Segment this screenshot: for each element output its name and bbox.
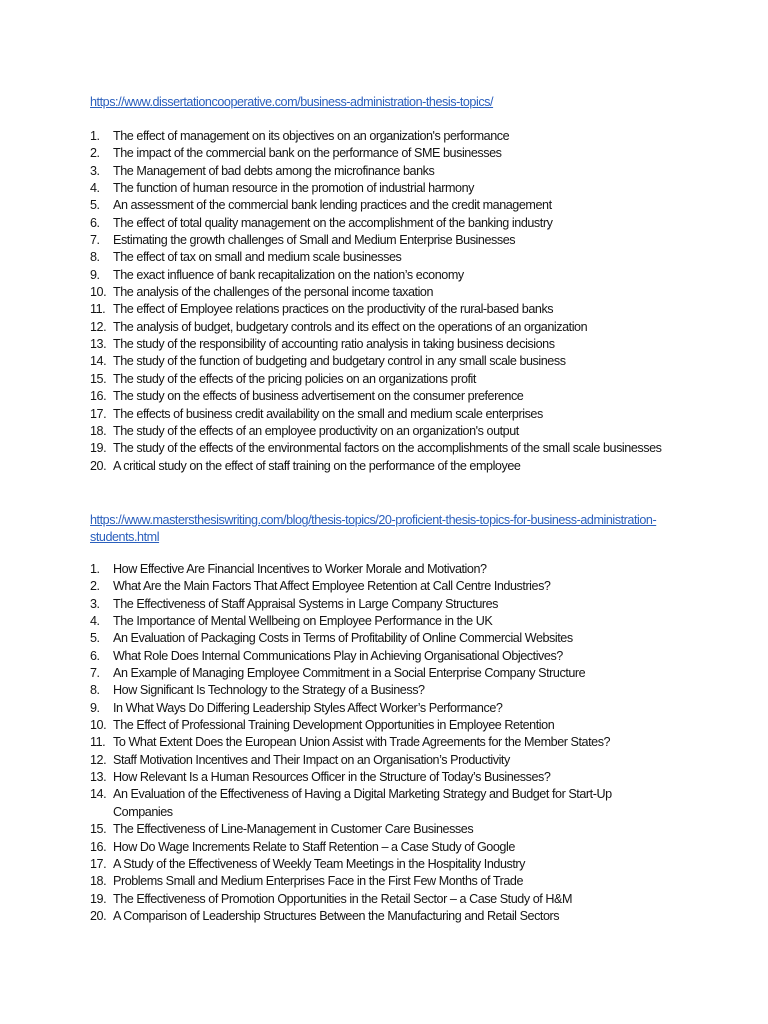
- list-item-text: An assessment of the commercial bank lending practices and the credit management: [113, 198, 552, 213]
- list-item-number: 3.: [90, 163, 100, 178]
- list-item-number: 17.: [90, 856, 107, 871]
- list-item-number: 14.: [90, 354, 107, 369]
- list-item-number: 12.: [90, 319, 107, 334]
- list-item-number: 10.: [90, 285, 107, 300]
- list-item-number: 5.: [90, 631, 100, 646]
- list-item-text: The Management of bad debts among the microfinance banks: [113, 163, 435, 178]
- list-item-number: 18.: [90, 423, 107, 438]
- list-item-text: The analysis of budget, budgetary controls and its effect on the operations of an organization: [113, 319, 588, 334]
- topic-list: [90, 128, 680, 475]
- list-item-text: The function of human resource in the promotion of industrial harmony: [113, 181, 474, 196]
- list-item-number: 12.: [90, 752, 107, 767]
- list-item: [90, 613, 680, 630]
- list-item-text: The study of the effects of the pricing policies on an organizations profit: [113, 371, 476, 386]
- list-item: [90, 700, 680, 717]
- list-item: [90, 873, 680, 890]
- list-item: [90, 821, 680, 838]
- list-item: [90, 423, 680, 440]
- list-item-text: The Importance of Mental Wellbeing on Employee Performance in the UK: [113, 614, 493, 629]
- list-item: [90, 232, 680, 249]
- list-item-number: 19.: [90, 891, 107, 906]
- list-item-text: The effects of business credit availability on the small and medium scale enterprises: [113, 406, 543, 421]
- list-item: [90, 891, 680, 908]
- list-item-text: The Effect of Professional Training Development Opportunities in Employee Retention: [113, 718, 555, 733]
- list-item-number: 11.: [90, 302, 106, 317]
- list-item: [90, 128, 680, 145]
- list-item: [90, 682, 680, 699]
- list-item-text: The study of the effects of an employee productivity on an organization's output: [113, 423, 519, 438]
- list-item-number: 1.: [90, 562, 100, 576]
- list-item-number: 7.: [90, 233, 100, 248]
- list-item-number: 8.: [90, 250, 100, 265]
- source-link[interactable]: https://www.dissertationcooperative.com/business-administration-thesis-topics/: [90, 95, 494, 109]
- list-item: [90, 717, 680, 734]
- list-item: [90, 249, 680, 266]
- list-item-number: 2.: [90, 146, 100, 161]
- list-item-text: The study on the effects of business advertisement on the consumer preference: [113, 389, 524, 404]
- list-item-number: 4.: [90, 181, 100, 196]
- list-item-text: How Do Wage Increments Relate to Staff Retention – a Case Study of Google: [113, 839, 515, 854]
- list-item-number: 16.: [90, 389, 107, 404]
- list-item-number: 19.: [90, 441, 107, 456]
- list-item-number: 9.: [90, 267, 100, 282]
- list-item-number: 20.: [90, 458, 107, 473]
- list-item-text: The Effectiveness of Promotion Opportunities in the Retail Sector – a Case Study of H&M: [113, 891, 573, 906]
- list-item-text: The effect of management on its objectives on an organization's performance: [113, 129, 510, 143]
- list-item-text: How Effective Are Financial Incentives to Worker Morale and Motivation?: [113, 562, 487, 576]
- topic-section-mastersthesiswriting: [90, 512, 680, 925]
- list-item-text: An Evaluation of the Effectiveness of Having a Digital Marketing Strategy and Budget for Start-Up Companies: [113, 787, 612, 819]
- list-item: [90, 734, 680, 751]
- list-item: [90, 319, 680, 336]
- list-item-text: How Significant Is Technology to the Strategy of a Business?: [113, 683, 425, 698]
- list-item: [90, 665, 680, 682]
- list-item: [90, 284, 680, 301]
- list-item-number: 17.: [90, 406, 107, 421]
- list-item-number: 7.: [90, 666, 100, 681]
- source-link[interactable]: https://www.mastersthesiswriting.com/blog/thesis-topics/20-proficient-thesis-topics-for-business-administration-students.html: [90, 513, 657, 544]
- topic-list: [90, 561, 680, 925]
- list-item-text: The study of the responsibility of accounting ratio analysis in taking business decisions: [113, 337, 555, 352]
- list-item-text: A critical study on the effect of staff training on the performance of the employee: [113, 458, 521, 473]
- list-item-number: 8.: [90, 683, 100, 698]
- list-item: [90, 908, 680, 925]
- list-item-number: 16.: [90, 839, 107, 854]
- list-item: [90, 180, 680, 197]
- list-item-text: To What Extent Does the European Union Assist with Trade Agreements for the Member States?: [113, 735, 611, 750]
- list-item: [90, 336, 680, 353]
- list-item-text: The study of the function of budgeting and budgetary control in any small scale business: [113, 354, 566, 369]
- list-item-text: An Example of Managing Employee Commitment in a Social Enterprise Company Structure: [113, 666, 586, 681]
- list-item-number: 18.: [90, 874, 107, 889]
- list-item: [90, 578, 680, 595]
- list-item-number: 11.: [90, 735, 106, 750]
- list-item: [90, 388, 680, 405]
- list-item-text: A Comparison of Leadership Structures Between the Manufacturing and Retail Sectors: [113, 908, 560, 923]
- list-item: [90, 596, 680, 613]
- list-item: [90, 163, 680, 180]
- list-item-text: In What Ways Do Differing Leadership Styles Affect Worker’s Performance?: [113, 700, 503, 715]
- list-item-text: An Evaluation of Packaging Costs in Terms of Profitability of Online Commercial Websites: [113, 631, 573, 646]
- list-item-text: The effect of total quality management on the accomplishment of the banking industry: [113, 215, 553, 230]
- list-item-text: The Effectiveness of Line-Management in Customer Care Businesses: [113, 822, 474, 837]
- list-item-number: 1.: [90, 129, 100, 143]
- list-item-number: 6.: [90, 215, 100, 230]
- list-item-number: 20.: [90, 908, 107, 923]
- list-item: [90, 839, 680, 856]
- list-item-number: 5.: [90, 198, 100, 213]
- list-item: [90, 371, 680, 388]
- list-item-number: 3.: [90, 596, 100, 611]
- list-item-text: The exact influence of bank recapitalization on the nation’s economy: [113, 267, 464, 282]
- list-item-text: Estimating the growth challenges of Small and Medium Enterprise Businesses: [113, 233, 516, 248]
- list-item-number: 9.: [90, 700, 100, 715]
- list-item-number: 10.: [90, 718, 107, 733]
- list-item-text: The study of the effects of the environmental factors on the accomplishments of the small scale businesses: [113, 441, 662, 456]
- list-item: [90, 648, 680, 665]
- list-item-text: The effect of Employee relations practices on the productivity of the rural-based banks: [113, 302, 554, 317]
- list-item: [90, 561, 680, 578]
- list-item: [90, 197, 680, 214]
- list-item-text: A Study of the Effectiveness of Weekly Team Meetings in the Hospitality Industry: [113, 856, 526, 871]
- list-item: [90, 267, 680, 284]
- list-item: [90, 406, 680, 423]
- list-item: [90, 630, 680, 647]
- list-item: [90, 440, 680, 457]
- list-item-number: 15.: [90, 822, 107, 837]
- list-item: [90, 458, 680, 475]
- list-item: [90, 752, 680, 769]
- topic-section-dissertationcooperative: [90, 94, 680, 475]
- list-item-text: Problems Small and Medium Enterprises Face in the First Few Months of Trade: [113, 874, 524, 889]
- list-item: [90, 856, 680, 873]
- list-item-text: What Role Does Internal Communications Play in Achieving Organisational Objectives?: [113, 648, 563, 663]
- list-item-number: 14.: [90, 787, 107, 802]
- list-item-text: How Relevant Is a Human Resources Officer in the Structure of Today’s Businesses?: [113, 770, 551, 785]
- list-item-number: 13.: [90, 337, 107, 352]
- list-item-number: 2.: [90, 579, 100, 594]
- list-item-text: Staff Motivation Incentives and Their Impact on an Organisation’s Productivity: [113, 752, 510, 767]
- list-item-number: 15.: [90, 371, 107, 386]
- list-item-number: 13.: [90, 770, 107, 785]
- list-item: [90, 769, 680, 786]
- list-item: [90, 353, 680, 370]
- list-item: [90, 786, 680, 821]
- list-item-text: What Are the Main Factors That Affect Employee Retention at Call Centre Industries?: [113, 579, 551, 594]
- list-item: [90, 301, 680, 318]
- list-item-number: 6.: [90, 648, 100, 663]
- list-item: [90, 215, 680, 232]
- list-item-text: The Effectiveness of Staff Appraisal Systems in Large Company Structures: [113, 596, 499, 611]
- list-item-number: 4.: [90, 614, 100, 629]
- list-item-text: The impact of the commercial bank on the performance of SME businesses: [113, 146, 502, 161]
- list-item-text: The effect of tax on small and medium scale businesses: [113, 250, 402, 265]
- list-item-text: The analysis of the challenges of the personal income taxation: [113, 285, 434, 300]
- list-item: [90, 145, 680, 162]
